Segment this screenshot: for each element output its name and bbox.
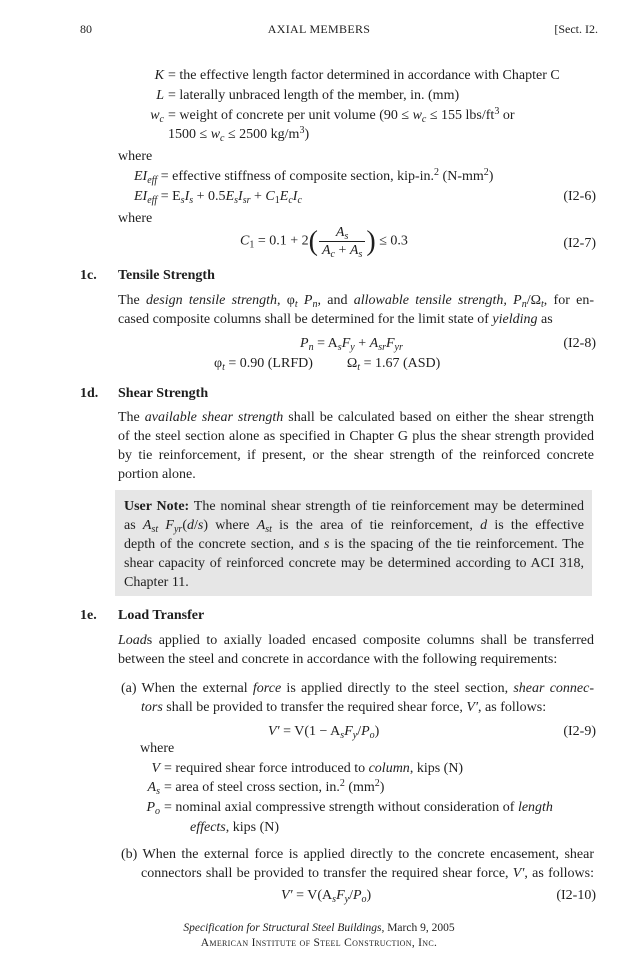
section-number-1e: 1e. (80, 608, 97, 623)
section-title-1e: Load Transfer (118, 608, 205, 623)
var-v: V = required shear force introduced to column, kips (N) (151, 761, 464, 776)
ei-definition: $EI_{eff}$ = effective stiffness of composite section, kip-in.$^2$ $(N-mm^2)$ (134, 167, 494, 186)
var-wc: $w_c$ = weight of concrete per unit volume ($90 \le w_c \le 155$ lbs/$ft^3$ or (150, 106, 515, 125)
running-title: AXIAL MEMBERS (267, 22, 371, 36)
item-b: (b) When the external force is applied directly to the concrete encasement, shear connectors shall be provided to transfer the required shear force, V′, as follows: (121, 847, 594, 881)
section-ref: [Sect. I2. (554, 22, 598, 36)
var-as: $A_s$ = area of steel cross section, in.$^2$ $(mm^2)$ (147, 778, 385, 797)
section-number-1c: 1c. (80, 268, 97, 283)
section-number-1d: 1d. (80, 386, 99, 401)
var-k: K = the effective length factor determined in accordance with Chapter C (154, 68, 560, 83)
var-po-cont: effects, kips (N) (190, 820, 280, 835)
paragraph-1c: The design tensile strength, $\varphi_t$ $P_n$, and allowable tensile strength, $P_n/\Omega_t$, for en- cased composite columns shall be determined for the limit state of yielding as (118, 293, 595, 327)
section-title-1d: Shear Strength (118, 386, 209, 401)
var-wc-cont: $1500 \le w_c \le 2500$ $kg/m^3$) (168, 125, 310, 144)
var-l: L = laterally unbraced length of the member, in. (mm) (156, 88, 460, 103)
var-po: $P_o$ = nominal axial compressive strength without consideration of length (146, 800, 553, 817)
where-label-1: where (118, 149, 153, 164)
equation-i2-7: $C_1 = 0.1 + 2$( $\frac{A_s}{A_c + A_s}$ ) ≤ 0.3 (I2-7) (240, 225, 596, 260)
where-label-2: where (118, 211, 153, 226)
paragraph-1e: Loads applied to axially loaded encased composite columns shall be transferred between the steel and concrete in accordance with the following requirements: (118, 633, 594, 667)
where-label-3: where (140, 741, 175, 756)
resistance-factors-1c: $\varphi_t = 0.90$ (LRFD) $\Omega_t = 1.67$ (ASD) (214, 356, 441, 373)
user-note-text: User Note: The nominal shear strength of tie reinforcement may be determined as $A_{st}$ $F_{yr}(d/s)$ where $A_{st}$ is the area of tie reinforcement, d is the effective depth of the concrete section, and s is the spacing of the tie reinforcement. The shear capacity of reinforced concrete may be determined according to ACI 318, Chapter 11. (124, 499, 584, 590)
item-a: (a) When the external force is applied directly to the steel section, shear connec- tors shall be provided to transfer the required shear force, V′, as follows: (121, 681, 594, 715)
footer-spec-title: Specification for Structural Steel Buildings, March 9, 2005 (183, 922, 455, 934)
footer-publisher: American Institute of Steel Construction, Inc. (200, 937, 438, 949)
paragraph-1d: The available shear strength shall be calculated based on either the shear strength of the steel section alone as specified in Chapter G plus the shear strength provided by tie reinforcement, if present, or the shear strength of the reinforced concrete portion alone. (118, 410, 595, 482)
page-number: 80 (80, 22, 92, 36)
section-title-1c: Tensile Strength (118, 268, 215, 283)
